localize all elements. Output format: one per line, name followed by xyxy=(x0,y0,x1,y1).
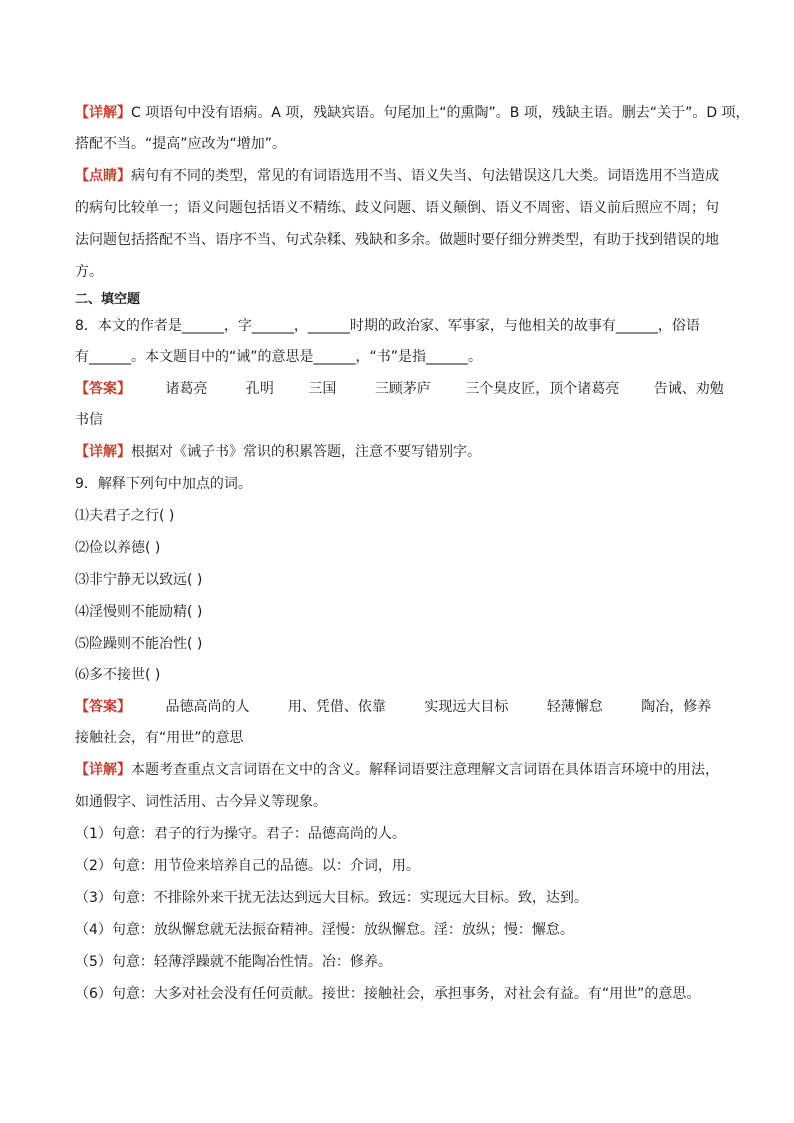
q9-answer-cont: 接触社会，有“用世”的意思 xyxy=(75,730,244,746)
detail-tag: 【详解】 xyxy=(75,444,131,460)
point-text-line: 的病句比较单一；语义问题包括语义不精练、歧义问题、语义颠倒、语义不周密、语义前后照应不周；句 xyxy=(75,200,719,216)
q9-detail-cont: 如通假字、词性活用、古今异义等现象。 xyxy=(75,794,327,810)
detail-paragraph-1 xyxy=(75,103,750,123)
point-text-line: 方。 xyxy=(75,264,103,280)
detail-text: 根据对《诫子书》常识的积累答题，注意不要写错别字。 xyxy=(131,444,481,460)
answer-item: 三国 xyxy=(308,381,337,397)
q9-explain: （4）句意：放纵懈怠就无法振奋精神。淫慢：放纵懈怠。淫：放纵；慢：懈怠。 xyxy=(75,922,574,938)
answer-item: 用、凭借、依靠 xyxy=(287,699,386,715)
q9-explain: （3）句意：不排除外来干扰无法达到远大目标。致远：实现远大目标。致，达到。 xyxy=(75,890,588,906)
answer-item: 三个臭皮匠，顶个诸葛亮 xyxy=(465,381,620,397)
q9-title: 9．解释下列句中加点的词。 xyxy=(75,476,252,492)
answer-tag: 【答案】 xyxy=(75,699,131,715)
q8-detail xyxy=(75,442,481,462)
q9-item: ⑷淫慢则不能励精( ) xyxy=(75,604,203,620)
detail-text: 本题考查重点文言词语在文中的含义。解释词语要注意理解文言词语在具体语言环境中的用法， xyxy=(131,762,719,778)
detail-text: 搭配不当。“提高”应改为“增加”。 xyxy=(75,136,287,152)
q9-item: ⑵俭以养德( ) xyxy=(75,540,161,556)
point-text: 病句有不同的类型，常见的有词语选用不当、语义失当、句法错误这几大类。词语选用不当造成 xyxy=(131,168,719,184)
answer-item: 品德高尚的人 xyxy=(165,699,250,715)
q9-explain: （1）句意：君子的行为操守。君子：品德高尚的人。 xyxy=(75,826,406,842)
q9-explain: （6）句意：大多对社会没有任何贡献。接世：接触社会，承担事务，对社会有益。有“用世”的意思。 xyxy=(75,986,701,1002)
point-text-line: 法问题包括搭配不当、语序不当、句式杂糅、残缺和多余。做题时要仔细分辨类型，有助于找到错误的地 xyxy=(75,232,719,248)
point-paragraph xyxy=(75,166,719,186)
detail-tag: 【详解】 xyxy=(75,762,131,778)
answer-item: 三顾茅庐 xyxy=(374,381,431,397)
answer-item: 孔明 xyxy=(245,381,274,397)
q9-answer-row xyxy=(75,697,711,717)
answer-item: 轻薄懈怠 xyxy=(546,699,603,715)
q9-item: ⑴夫君子之行( ) xyxy=(75,508,175,524)
answer-item: 告诫、劝勉 xyxy=(653,381,724,397)
q9-item: ⑶非宁静无以致远( ) xyxy=(75,572,203,588)
detail-text: C 项语句中没有语病。A 项，残缺宾语。句尾加上“的熏陶”。B 项，残缺主语。删去“关于”。D 项， xyxy=(131,105,750,121)
q9-explain: （2）句意：用节俭来培养自己的品德。以：介词，用。 xyxy=(75,858,420,874)
q8-text: 有______。本文题目中的“诫”的意思是______，“书”是指______。 xyxy=(75,349,483,365)
q9-item: ⑸险躁则不能冶性( ) xyxy=(75,636,203,652)
q9-item: ⑹多不接世( ) xyxy=(75,667,161,683)
point-tag: 【点睛】 xyxy=(75,168,131,184)
q8-answer-cont: 书信 xyxy=(75,412,103,428)
answer-item: 陶冶，修养 xyxy=(641,699,712,715)
answer-item: 实现远大目标 xyxy=(424,699,509,715)
detail-tag: 【详解】 xyxy=(75,105,131,121)
answer-tag: 【答案】 xyxy=(75,381,131,397)
q9-detail xyxy=(75,760,719,780)
answer-item: 诸葛亮 xyxy=(165,381,208,397)
q8-answer-row xyxy=(75,379,724,399)
q9-explain: （5）句意：轻薄浮躁就不能陶冶性情。冶：修养。 xyxy=(75,954,392,970)
detail-paragraph-1-cont xyxy=(75,134,286,154)
section-title: 二、填空题 xyxy=(75,292,141,307)
q8-text: 8．本文的作者是______，字______，______时期的政治家、军事家，与他相关的故事有______，俗语 xyxy=(75,318,700,334)
